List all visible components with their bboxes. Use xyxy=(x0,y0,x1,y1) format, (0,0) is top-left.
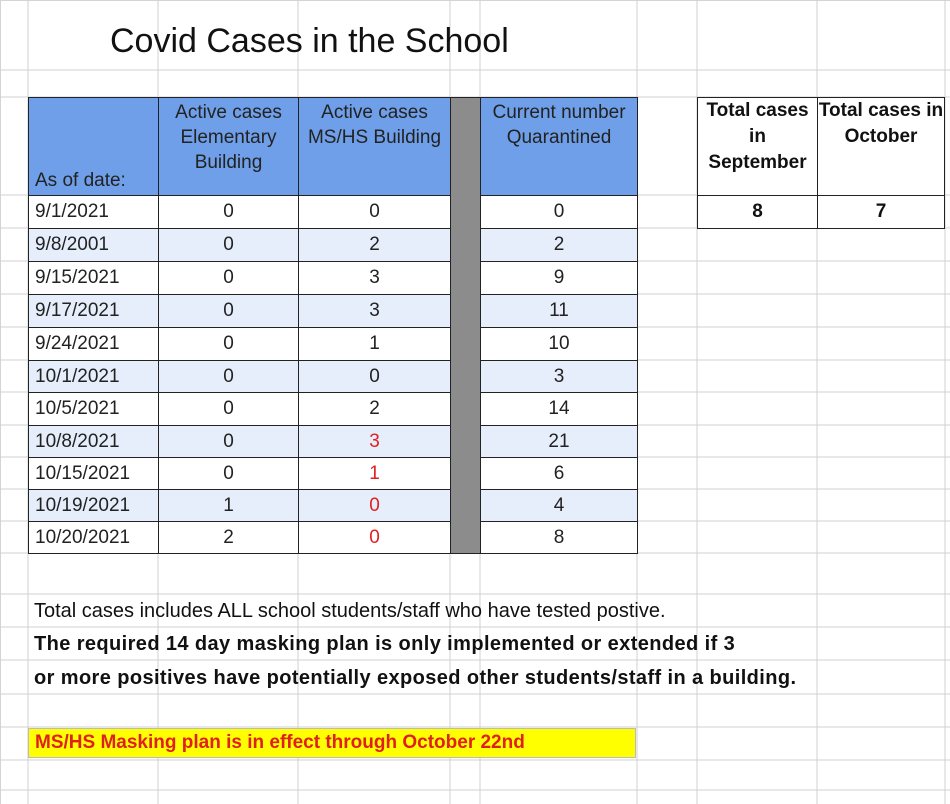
cell-elementary: 0 xyxy=(158,425,299,458)
note-total-cases: Total cases includes ALL school students/staff who have tested postive. xyxy=(34,600,666,622)
cell-elementary: 1 xyxy=(158,489,299,522)
cell-elementary: 0 xyxy=(158,327,299,361)
cell-mshs: 1 xyxy=(298,327,451,361)
cell-elementary: 2 xyxy=(158,521,299,554)
masking-plan-banner: MS/HS Masking plan is in effect through October 22nd xyxy=(28,728,636,758)
cell-date: 9/1/2021 xyxy=(28,195,159,229)
total-september-value: 8 xyxy=(697,195,818,229)
cell-mshs: 3 xyxy=(298,294,451,328)
cell-quarantined: 0 xyxy=(480,195,638,229)
cell-mshs: 0 xyxy=(298,489,451,522)
cell-elementary: 0 xyxy=(158,457,299,490)
cell-date: 9/15/2021 xyxy=(28,261,159,295)
cell-mshs: 2 xyxy=(298,228,451,262)
cell-date: 10/8/2021 xyxy=(28,425,159,458)
cell-mshs: 1 xyxy=(298,457,451,490)
cell-date: 9/24/2021 xyxy=(28,327,159,361)
cell-mshs: 3 xyxy=(298,425,451,458)
cell-date: 10/15/2021 xyxy=(28,457,159,490)
cell-elementary: 0 xyxy=(158,360,299,393)
cell-date: 10/20/2021 xyxy=(28,521,159,554)
header-total-september: Total cases in September xyxy=(697,97,818,196)
header-mshs: Active cases MS/HS Building xyxy=(298,97,451,196)
total-october-value: 7 xyxy=(817,195,945,229)
cell-quarantined: 21 xyxy=(480,425,638,458)
cell-date: 10/19/2021 xyxy=(28,489,159,522)
cell-date: 9/8/2001 xyxy=(28,228,159,262)
cell-quarantined: 8 xyxy=(480,521,638,554)
cell-quarantined: 2 xyxy=(480,228,638,262)
cell-mshs: 0 xyxy=(298,195,451,229)
header-total-october: Total cases in October xyxy=(817,97,945,196)
header-quarantined: Current number Quarantined xyxy=(480,97,638,196)
cell-date: 10/1/2021 xyxy=(28,360,159,393)
cell-elementary: 0 xyxy=(158,261,299,295)
cell-quarantined: 11 xyxy=(480,294,638,328)
cell-date: 10/5/2021 xyxy=(28,392,159,426)
cell-elementary: 0 xyxy=(158,392,299,426)
cell-quarantined: 6 xyxy=(480,457,638,490)
header-date: As of date: xyxy=(28,97,159,196)
cell-mshs: 0 xyxy=(298,521,451,554)
cell-elementary: 0 xyxy=(158,195,299,229)
cell-quarantined: 4 xyxy=(480,489,638,522)
note-masking-rule-line2: or more positives have potentially exposed other students/staff in a building. xyxy=(34,667,797,689)
cell-mshs: 3 xyxy=(298,261,451,295)
cell-quarantined: 3 xyxy=(480,360,638,393)
sheet-title: Covid Cases in the School xyxy=(110,22,509,60)
cell-elementary: 0 xyxy=(158,294,299,328)
cell-mshs: 0 xyxy=(298,360,451,393)
cell-quarantined: 10 xyxy=(480,327,638,361)
header-elementary: Active cases Elementary Building xyxy=(158,97,299,196)
note-masking-rule-line1: The required 14 day masking plan is only implemented or extended if 3 xyxy=(34,633,736,655)
cell-quarantined: 14 xyxy=(480,392,638,426)
cell-date: 9/17/2021 xyxy=(28,294,159,328)
separator-column xyxy=(450,97,481,554)
cell-elementary: 0 xyxy=(158,228,299,262)
cell-mshs: 2 xyxy=(298,392,451,426)
cell-quarantined: 9 xyxy=(480,261,638,295)
